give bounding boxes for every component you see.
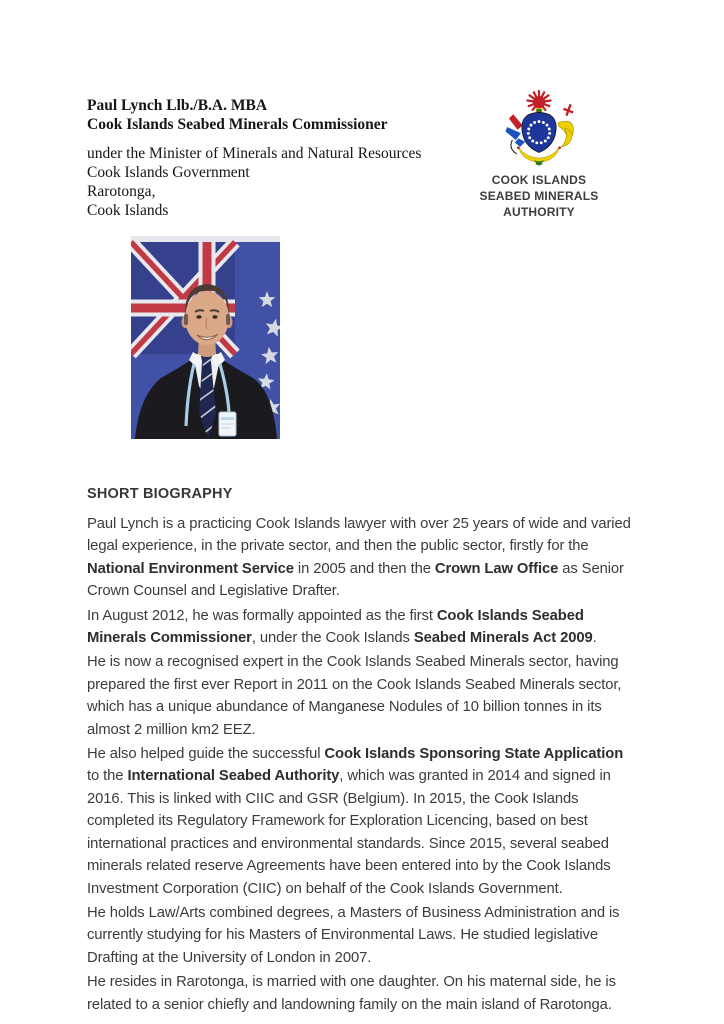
biography-paragraph <box>87 513 639 603</box>
authority-name-line1: COOK ISLANDS <box>491 173 587 187</box>
text-run: He holds Law/Arts combined degrees, a Masters of Business Administration and is currently studying for his Masters of Environmental Laws. He studied legislative Drafting at the University of London in 2007. <box>87 904 620 966</box>
text-run: as Senior Crown Counsel and Legislative Drafter. <box>87 560 624 600</box>
bold-text-run: Crown Law Office <box>434 560 559 577</box>
bold-text-run: Cook Islands Sponsoring State Application <box>324 746 624 763</box>
bold-text-run: Cook Islands Seabed Minerals Commissioner <box>87 607 584 647</box>
text-run: He is now a recognised expert in the Cook Islands Seabed Minerals sector, having prepared the first ever Report in 2011 on the Cook Islands Seabed Minerals sector, which has a unique abundance of Manganese Nodules of 10 billion tonnes in its almost 2 million km2 EEZ. <box>87 654 622 738</box>
biography-heading: SHORT BIOGRAPHY <box>87 486 233 502</box>
authority-name-line2: SEABED MINERALS AUTHORITY <box>479 189 599 219</box>
address-block <box>87 144 447 220</box>
text-run: In August 2012, he was formally appointed as the first <box>87 607 437 624</box>
biography-paragraphs <box>87 513 639 1016</box>
address-line: Cook Islands <box>87 202 169 219</box>
text-run: to the <box>87 768 128 785</box>
text-run: He also helped guide the successful <box>87 746 325 763</box>
address-line: under the Minister of Minerals and Natural Resources <box>87 145 422 162</box>
author-name-block <box>87 96 447 134</box>
author-title: Cook Islands Seabed Minerals Commissioner <box>87 116 388 133</box>
bold-text-run: Seabed Minerals Act 2009 <box>413 630 593 647</box>
text-run: He resides in Rarotonga, is married with one daughter. On his maternal side, he is related to a senior chiefly and landowning family on the main island of Rarotonga. <box>87 974 616 1013</box>
biography-paragraph <box>87 605 639 650</box>
bold-text-run: National Environment Service <box>87 560 294 577</box>
text-run: . <box>592 630 597 647</box>
cook-islands-coat-of-arms-icon <box>496 88 582 168</box>
text-run: , under the Cook Islands <box>251 630 414 647</box>
biography-section <box>87 487 639 1018</box>
biography-paragraph <box>87 902 639 969</box>
biography-paragraph <box>87 743 639 900</box>
address-line: Cook Islands Government <box>87 164 250 181</box>
portrait-photo <box>131 236 280 439</box>
portrait-photo-image <box>131 236 280 439</box>
text-run: in 2005 and then the <box>293 560 435 577</box>
author-name: Paul Lynch Llb./B.A. MBA <box>87 97 268 114</box>
text-run: Paul Lynch is a practicing Cook Islands lawyer with over 25 years of wide and varied legal experience, in the private sector, and then the public sector, firstly for the <box>87 516 631 555</box>
text-run: , which was granted in 2014 and signed in 2016. This is linked with CIIC and GSR (Belgium). In 2015, the Cook Islands completed its Regulatory Framework for Exploration Licencing, based on best international practices and environmental standards. Since 2015, several seabed minerals related reserve Agreements have been entered into by the Cook Islands Investment Corporation (CIIC) on behalf of the Cook Islands Government. <box>87 768 611 897</box>
biography-paragraph <box>87 971 639 1016</box>
letterhead <box>87 96 447 220</box>
bold-text-run: International Seabed Authority <box>127 768 340 785</box>
biography-paragraph <box>87 651 639 741</box>
authority-logo <box>448 88 630 220</box>
address-line: Rarotonga, <box>87 183 156 200</box>
authority-name <box>448 172 630 220</box>
